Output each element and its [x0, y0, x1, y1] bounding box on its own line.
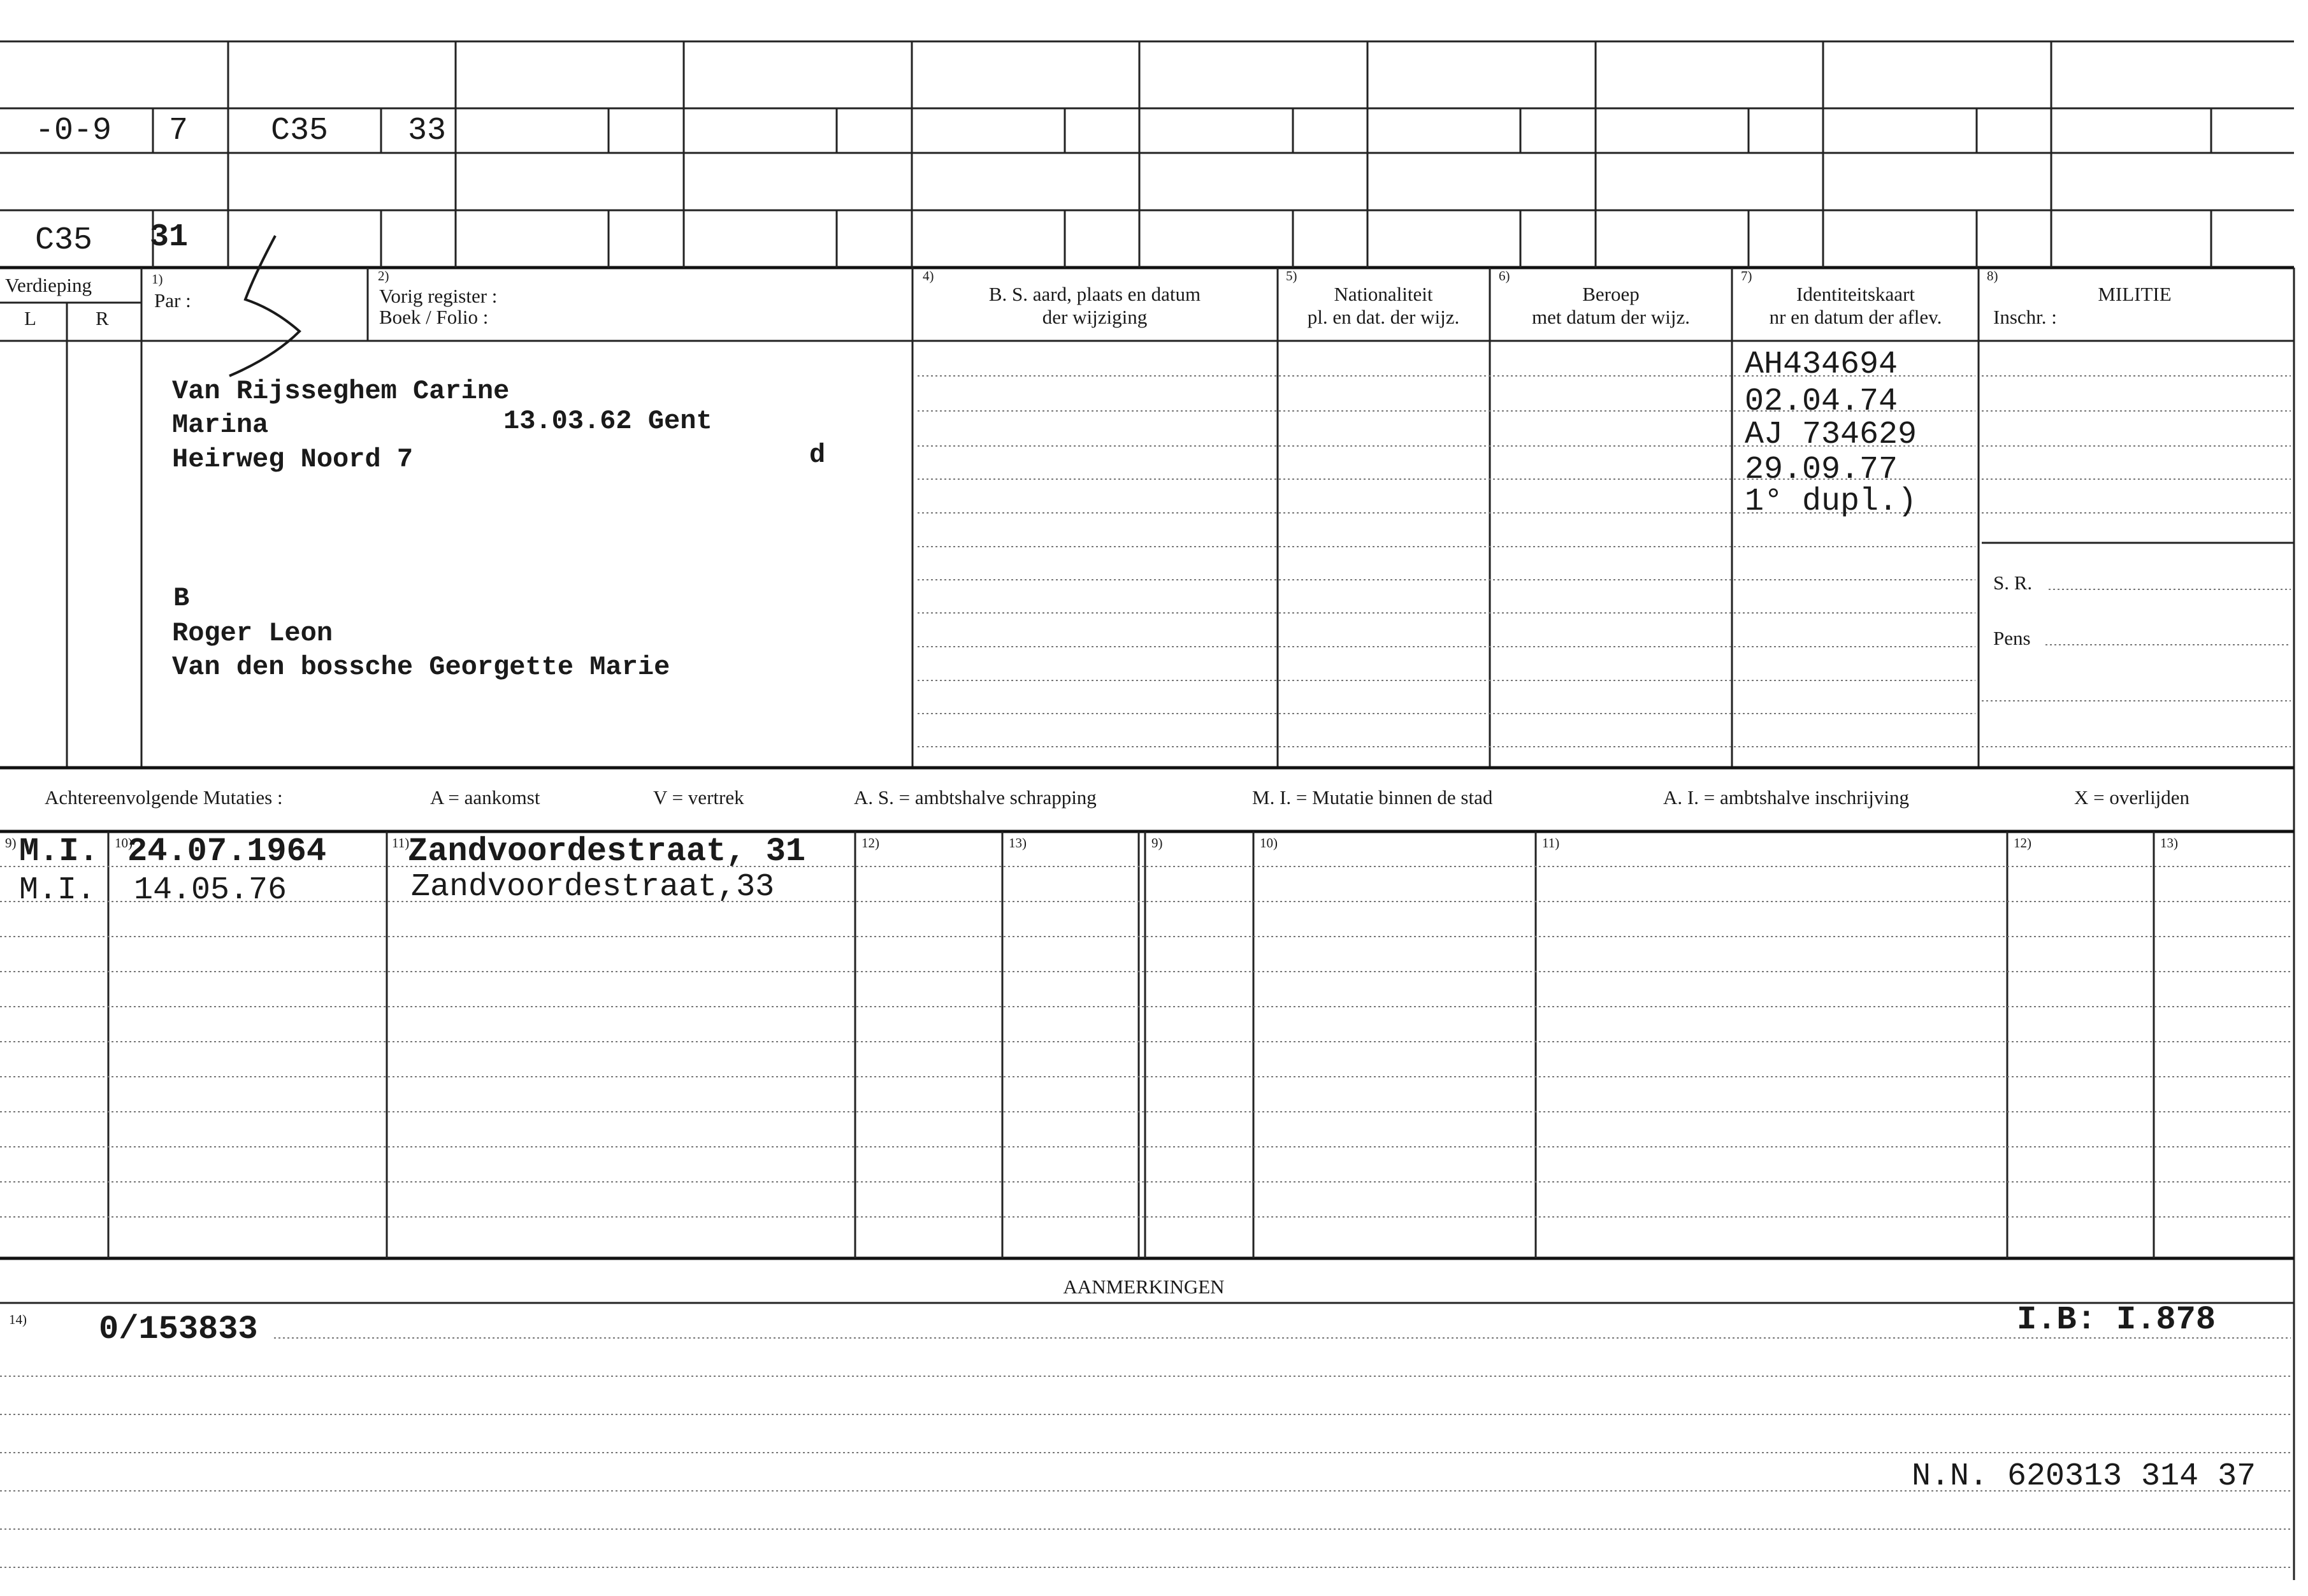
person-mother: Van den bossche Georgette Marie	[172, 652, 670, 682]
mutation-legend	[45, 786, 2190, 809]
remarks-ib: I.B: I.878	[2017, 1301, 2216, 1339]
field-number-14: 14)	[9, 1312, 27, 1327]
grid-r1-c2: 7	[169, 113, 189, 149]
mutation-1-date: 24.07.1964	[127, 833, 327, 870]
mut-col-10b: 10)	[1260, 835, 1278, 851]
mut-col-13b: 13)	[2160, 835, 2178, 851]
id-card-date-2: 29.09.77	[1745, 452, 1898, 488]
inschr-label: Inschr. :	[1993, 306, 2057, 328]
beroep-header-line1: Beroep	[1582, 283, 1640, 305]
id-card-duplicate-note: 1° dupl.)	[1745, 484, 1917, 520]
id-card-header-line1: Identiteitskaart	[1796, 283, 1915, 305]
legend-mutatie-binnen-stad: M. I. = Mutatie binnen de stad	[1252, 786, 1493, 809]
person-block	[172, 236, 825, 682]
legend-title: Achtereenvolgende Mutaties :	[45, 786, 283, 809]
person-d-mark: d	[809, 440, 826, 470]
bs-header-line1: B. S. aard, plaats en datum	[988, 283, 1201, 305]
mutations-table	[0, 831, 2294, 1258]
remarks-section	[0, 1276, 2294, 1567]
person-name-line1: Van Rijsseghem Carine	[172, 376, 510, 406]
par-handwritten-mark	[229, 236, 299, 376]
mutation-1-type: M.I.	[19, 833, 99, 870]
mut-col-9: 9)	[5, 835, 17, 851]
mut-col-10: 10)	[115, 835, 133, 851]
legend-vertrek: V = vertrek	[653, 786, 744, 809]
id-card-number-1: AH434694	[1745, 347, 1898, 383]
nationality-header-line2: pl. en dat. der wijz.	[1307, 306, 1460, 328]
legend-ambtshalve-inschrijving: A. I. = ambtshalve inschrijving	[1663, 786, 1909, 809]
mutation-2-address: Zandvoordestraat,33	[411, 869, 775, 905]
grid-r1-c1: -0-9	[35, 113, 112, 149]
nationality-header-line1: Nationaliteit	[1334, 283, 1433, 305]
verdieping-label: Verdieping	[5, 274, 92, 296]
id-card-number-2: AJ 734629	[1745, 417, 1917, 453]
grid-r1-c3: C35	[271, 113, 329, 149]
grid-r2-c1: C35	[35, 222, 93, 259]
id-card-date-1: 02.04.74	[1745, 384, 1898, 420]
id-card-entries	[1745, 347, 1917, 520]
mutation-1-address: Zandvoordestraat, 31	[408, 833, 806, 870]
boek-folio-label: Boek / Folio :	[379, 306, 489, 328]
person-father: Roger Leon	[172, 618, 333, 649]
mut-col-12: 12)	[862, 835, 879, 851]
vorig-register-label: Vorig register :	[379, 285, 498, 307]
mut-col-11b: 11)	[1542, 835, 1560, 851]
remarks-title: AANMERKINGEN	[1063, 1276, 1225, 1298]
field-number-5: 5)	[1286, 268, 1297, 284]
field-number-6: 6)	[1499, 268, 1510, 284]
field-number-2: 2)	[378, 268, 389, 284]
bs-header-line2: der wijziging	[1042, 306, 1148, 328]
top-grid	[0, 41, 2294, 268]
legend-overlijden: X = overlijden	[2074, 786, 2190, 809]
mutation-2-type: M.I.	[19, 872, 96, 909]
floor-left-label: L	[24, 307, 36, 329]
legend-aankomst: A = aankomst	[430, 786, 540, 809]
grid-r2-c2: 31	[150, 219, 189, 255]
person-b-mark: B	[173, 583, 190, 614]
par-label: Par :	[154, 289, 191, 312]
id-card-header-line2: nr en datum der aflev.	[1769, 306, 1942, 328]
remarks-national-number: N.N. 620313 314 37	[1912, 1458, 2256, 1495]
data-column-rules	[918, 376, 2294, 747]
mut-col-12b: 12)	[2014, 835, 2031, 851]
beroep-header-line2: met datum der wijz.	[1532, 306, 1690, 328]
legend-ambtshalve-schrapping: A. S. = ambtshalve schrapping	[854, 786, 1097, 809]
field-number-8: 8)	[1987, 268, 1998, 284]
person-name-line2: Marina	[172, 410, 269, 440]
mut-col-13: 13)	[1009, 835, 1027, 851]
remarks-code: 0/153833	[99, 1311, 258, 1348]
field-number-4: 4)	[923, 268, 934, 284]
person-birth: 13.03.62 Gent	[503, 406, 712, 436]
floor-right-label: R	[96, 307, 109, 329]
field-number-7: 7)	[1741, 268, 1752, 284]
militie-header: MILITIE	[2098, 283, 2172, 305]
mut-col-9b: 9)	[1151, 835, 1163, 851]
mutation-2-date: 14.05.76	[134, 872, 287, 909]
field-number-1: 1)	[152, 271, 163, 287]
person-address: Heirweg Noord 7	[172, 444, 414, 475]
mut-col-11: 11)	[392, 835, 410, 851]
grid-r1-c4: 33	[408, 113, 447, 149]
sr-label: S. R.	[1993, 572, 2033, 594]
pens-label: Pens	[1993, 627, 2031, 649]
